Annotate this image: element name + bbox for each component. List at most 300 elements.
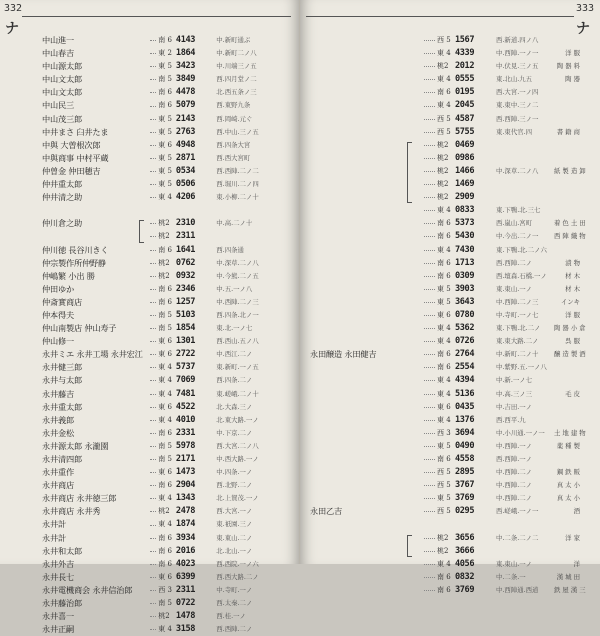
entry-address: 中.高.三ノ三 [496, 389, 533, 398]
exchange: 西 5 [437, 114, 451, 123]
leader-dots [424, 407, 435, 408]
phone-number: 1713 [455, 257, 475, 268]
directory-entry [42, 34, 293, 47]
phone-number: 0780 [455, 309, 475, 320]
entry-address: 中.下京.二ノ [216, 428, 253, 437]
exchange: 南 6 [437, 232, 451, 241]
leader-dots [424, 446, 435, 447]
entry-name: 仲川倉之助 [42, 218, 82, 229]
entry-address: 中.西陣.二ノ [496, 494, 533, 503]
entry-address: 西.太秦.二ノ [216, 599, 253, 608]
leader-dots [150, 289, 156, 290]
entry-address: 西.四条.北ノ一 [216, 310, 259, 319]
phone-number: 3694 [455, 427, 475, 438]
leader-dots [424, 564, 435, 565]
leader-dots [150, 511, 156, 512]
directory-entry [310, 165, 586, 178]
entry-occupation: 着 色 土 田 [554, 219, 586, 228]
exchange: 東 6 [158, 572, 172, 581]
entry-occupation: 土 地 建 物 [554, 428, 586, 437]
entry-name: 永井藤吉 [42, 388, 74, 399]
leader-dots [150, 53, 156, 54]
directory-entry [42, 427, 293, 440]
leader-dots [150, 119, 156, 120]
phone-number: 3769 [455, 584, 475, 595]
leader-dots [150, 538, 156, 539]
leader-dots [150, 629, 156, 630]
phone-number: 1854 [175, 323, 196, 334]
directory-entry [310, 113, 580, 126]
directory-entry [310, 309, 580, 322]
entry-occupation: インキ [560, 297, 580, 306]
entry-address: 東.北.一ノ七 [216, 324, 253, 333]
leader-dots [150, 158, 156, 159]
exchange: 南 6 [437, 88, 451, 97]
exchange: 南 5 [158, 75, 172, 84]
phone-number: 2171 [175, 454, 196, 464]
phone-number: 1641 [175, 244, 196, 255]
entry-address: 中.小川通.一ノ一 [496, 428, 545, 437]
entry-address: 西.桂.一ノ [216, 612, 246, 621]
phone-number: 3423 [175, 61, 196, 72]
directory-list [310, 34, 586, 597]
entry-address: 西.大宮.一ノ [216, 507, 253, 516]
section-kana: ナ [5, 21, 19, 37]
directory-entry [310, 217, 586, 230]
entry-name: 永井源太郎 永瀧園 [42, 440, 109, 451]
leader-dots [424, 315, 435, 316]
entry-occupation: 醸 造 製 酒 [554, 350, 586, 359]
directory-entry [310, 374, 580, 387]
phone-number: 0833 [455, 205, 475, 216]
exchange: 南 6 [158, 36, 172, 44]
directory-entry [310, 584, 586, 597]
leader-dots [424, 171, 435, 172]
phone-number: 4206 [175, 192, 196, 203]
leader-dots [150, 66, 156, 67]
entry-name: 永井金松 [42, 427, 74, 438]
directory-entry [42, 152, 293, 165]
entry-address: 北.東大路.一ノ [216, 415, 259, 424]
directory-entry [310, 99, 580, 112]
exchange: 西 5 [437, 481, 451, 490]
leader-dots [150, 603, 156, 604]
leader-dots [150, 577, 156, 578]
phone-number: 1874 [175, 519, 196, 530]
directory-entry [42, 597, 293, 610]
directory-entry [310, 139, 580, 152]
entry-occupation: 呉 服 [565, 337, 580, 346]
exchange: 東 6 [158, 337, 172, 346]
directory-entry [42, 610, 293, 623]
entry-address: 中.西陣.二ノ三 [216, 297, 259, 306]
phone-number: 4339 [455, 48, 475, 59]
entry-occupation: 紙 製 造 卸 [554, 166, 586, 175]
exchange: 東 4 [437, 376, 451, 385]
directory-entry [310, 545, 580, 558]
phone-number: 1473 [175, 467, 196, 478]
entry-address: 西.西陣.三ノ一 [496, 114, 539, 123]
phone-number: 4010 [175, 414, 196, 425]
leader-dots [150, 40, 156, 41]
entry-address: 北.上賀茂.一ノ [216, 494, 259, 503]
phone-number: 0722 [175, 598, 196, 609]
directory-entry [310, 505, 580, 518]
entry-address: 東.下鴨.北.二ノ [496, 324, 541, 333]
exchange: 南 6 [158, 533, 172, 542]
leader-dots [424, 367, 435, 368]
entry-address: 中.吉田.一ノ [496, 402, 533, 411]
directory-entry [310, 532, 580, 545]
entry-address: 中.西陣.二ノ [496, 468, 533, 477]
leader-dots [424, 263, 435, 264]
entry-address: 西.四月堂ノ二 [216, 75, 257, 84]
entry-address: 東.下鴨.北.三七 [496, 206, 541, 215]
entry-address: 中.新.一ノ七 [496, 376, 533, 385]
entry-occupation: 洋 服 [565, 49, 580, 58]
leader-dots [424, 577, 435, 578]
exchange: 南 6 [158, 88, 172, 97]
exchange: 東 4 [158, 193, 172, 202]
entry-name: 永井藤治郎 [42, 598, 82, 609]
entry-name: 永井外吉 [42, 558, 74, 569]
leader-dots [424, 53, 435, 54]
entry-address: 西.西陣.一ノ [496, 455, 533, 463]
leader-dots [424, 511, 435, 512]
exchange: 東 4 [437, 206, 451, 215]
directory-entry [310, 34, 580, 47]
directory-entry [42, 505, 293, 518]
entry-name: 仲嶋繁 小出 勝 [42, 270, 95, 281]
entry-address: 西.西平.九 [496, 415, 526, 424]
directory-entry [310, 178, 580, 191]
exchange: 桃2 [437, 180, 449, 189]
exchange: 東 4 [158, 376, 172, 385]
exchange: 南 5 [158, 441, 172, 450]
entry-address: 西.西陣.二ノ二 [216, 166, 259, 175]
leader-dots [424, 498, 435, 499]
directory-entry [310, 191, 580, 204]
entry-name: 仲斎實商店 [42, 296, 82, 307]
exchange: 南 6 [158, 546, 172, 555]
page-number: 332 [4, 3, 23, 14]
exchange: 南 5 [158, 310, 172, 319]
phone-number: 6399 [175, 571, 196, 582]
phone-number: 0932 [175, 270, 196, 281]
exchange: 東 4 [437, 101, 451, 110]
leader-dots [150, 236, 156, 237]
leader-dots [150, 145, 156, 146]
exchange: 南 6 [437, 271, 451, 280]
leader-dots [424, 551, 435, 552]
directory-entry [42, 139, 293, 152]
entry-name: 永井重太郎 [42, 401, 82, 412]
leader-dots [150, 263, 156, 264]
leader-dots [150, 315, 156, 316]
exchange: 南 6 [437, 585, 451, 594]
entry-occupation: 材 木 [565, 271, 580, 280]
exchange: 南 6 [437, 363, 451, 372]
entry-address: 中.寺町.一ノ七 [496, 310, 539, 319]
phone-number: 1376 [455, 414, 475, 425]
exchange: 西 5 [437, 507, 451, 516]
exchange: 東 5 [158, 180, 172, 189]
exchange: 東 4 [437, 75, 451, 84]
entry-name: 永井商店 永井秀 [42, 506, 101, 517]
exchange: 東 4 [158, 389, 172, 398]
entry-address: 中.高.二ノ十 [216, 219, 253, 228]
exchange: 西 5 [437, 36, 451, 44]
leader-dots [424, 184, 435, 185]
phone-number: 1864 [175, 48, 196, 59]
exchange: 東 6 [437, 402, 451, 411]
phone-number: 2722 [175, 349, 196, 360]
directory-entry [42, 479, 293, 492]
entry-address: 中.深草.二ノ八 [496, 166, 539, 175]
entry-address: 東.東山.一ノ [496, 284, 533, 293]
exchange: 東 4 [158, 494, 172, 503]
entry-address: 西.西大路.二ノ [216, 572, 259, 581]
entry-address: 中.紫野.五.一ノ八 [496, 363, 547, 372]
entry-name: 永田醸造 永田健吉 [310, 349, 377, 360]
entry-name: 仲宗製作所仲野静 [42, 257, 106, 268]
entry-address: 中.川端三ノ五 [216, 62, 257, 71]
directory-entry [42, 322, 293, 335]
header-rule [306, 16, 574, 17]
directory-entry [310, 427, 586, 440]
directory-entry [310, 453, 580, 466]
entry-occupation: 陶 器 [565, 75, 580, 84]
entry-address: 中.新町.二ノ十 [496, 350, 539, 359]
entry-name: 永井喜一 [42, 611, 74, 622]
exchange: 桃2 [158, 612, 170, 621]
entry-name: 永井長七 [42, 571, 74, 582]
directory-entry [310, 492, 580, 505]
phone-number: 3849 [175, 74, 196, 85]
entry-address: 中.西大路.一ノ [216, 455, 259, 463]
leader-dots [424, 472, 435, 473]
leader-dots [150, 420, 156, 421]
phone-number: 4587 [455, 113, 475, 124]
phone-number: 1257 [175, 296, 196, 307]
leader-dots [150, 106, 156, 107]
exchange: 東 5 [158, 114, 172, 123]
entry-name: 仲本得夫 [42, 309, 74, 320]
exchange: 西 5 [437, 468, 451, 477]
phone-number: 2310 [175, 218, 196, 229]
phone-number: 2871 [175, 152, 196, 163]
leader-dots [424, 223, 435, 224]
entry-address: 西.西院.一ノ六 [216, 559, 259, 568]
phone-number: 2311 [175, 584, 196, 595]
leader-dots [424, 79, 435, 80]
entry-name: 中山春吉 [42, 48, 74, 59]
entry-address: 西.西陣.二ノ [216, 625, 253, 634]
phone-number: 2895 [455, 467, 475, 478]
directory-list [42, 34, 293, 636]
exchange: 東 5 [158, 166, 172, 175]
leader-dots [150, 525, 156, 526]
exchange: 桃2 [158, 507, 170, 516]
entry-address: 東.祇園.三ノ [216, 520, 253, 529]
leader-dots [424, 354, 435, 355]
entry-occupation: 薬 種 製 [556, 441, 580, 450]
directory-entry [42, 623, 293, 636]
leader-dots [150, 433, 156, 434]
entry-address: 中.西陣.二ノ [496, 481, 533, 490]
exchange: 桃2 [158, 219, 170, 228]
phone-number: 2012 [455, 61, 475, 72]
entry-address: 東.嵯峨.二ノ十 [216, 389, 259, 398]
leader-dots [424, 210, 435, 211]
directory-entry [42, 361, 293, 374]
exchange: 東 4 [437, 324, 451, 333]
entry-name: 永井商店 永井徳三郎 [42, 493, 117, 504]
directory-entry [42, 204, 293, 217]
entry-address: 東.新町.一ノ五 [216, 363, 259, 372]
phone-number: 5978 [175, 440, 196, 451]
entry-address: 西.東野九条 [216, 101, 251, 110]
phone-number: 0469 [455, 139, 475, 150]
phone-number: 1478 [175, 611, 196, 622]
entry-name: 中山文太郎 [42, 74, 82, 85]
entry-name: 中山源太郎 [42, 61, 82, 72]
leader-dots [424, 119, 435, 120]
directory-entry [310, 322, 586, 335]
entry-address: 東.東山.二ノ [216, 533, 253, 542]
entry-address: 中.新町二ノ八 [216, 49, 257, 58]
exchange: 南 6 [158, 297, 172, 306]
exchange: 東 4 [437, 337, 451, 346]
leader-dots [150, 498, 156, 499]
entry-address: 中.四条.一ノ [216, 468, 253, 477]
phone-number: 5755 [455, 126, 475, 137]
directory-entry [42, 113, 293, 126]
left-page [0, 0, 300, 635]
leader-dots [424, 538, 435, 539]
exchange: 南 5 [158, 455, 172, 463]
entry-address: 西.西山.五ノ八 [216, 337, 259, 346]
entry-occupation: 西 陣 織 物 [554, 232, 586, 241]
entry-address: 中.五.一ノ八 [216, 284, 253, 293]
leader-dots [150, 551, 156, 552]
phone-number: 2904 [175, 480, 196, 491]
entry-name: 中山茂三郎 [42, 113, 82, 124]
entry-name: 中山民三 [42, 100, 74, 111]
directory-entry [42, 401, 293, 414]
directory-entry [42, 47, 293, 60]
entry-address: 西.西大宮町 [216, 153, 251, 162]
leader-dots [150, 485, 156, 486]
phone-number: 0726 [455, 336, 475, 347]
entry-occupation: 陶 器 料 [556, 62, 580, 71]
entry-address: 東.下鴨.北.二ノ六 [496, 245, 547, 254]
exchange: 南 6 [158, 284, 172, 293]
phone-number: 1301 [175, 336, 196, 347]
leader-dots [150, 171, 156, 172]
directory-entry [42, 230, 293, 243]
phone-number: 5136 [455, 388, 475, 399]
exchange: 西 3 [158, 585, 172, 594]
entry-name: 永井商店 [42, 480, 74, 491]
entry-address: 中.新町通ぶ [216, 36, 251, 44]
leader-dots [424, 250, 435, 251]
exchange: 東 2 [158, 49, 172, 58]
entry-address: 中.今熊.二ノ五 [216, 271, 259, 280]
entry-address: 中.西陣.一ノ [496, 441, 533, 450]
directory-entry [42, 283, 293, 296]
phone-number: 2311 [175, 231, 196, 242]
entry-occupation: 酒 [573, 507, 580, 516]
entry-address: 中.寺町.一ノ [216, 585, 253, 594]
phone-number: 0295 [455, 506, 475, 517]
phone-number: 7430 [455, 244, 475, 255]
entry-address: 西.大宮.二ノ八 [216, 441, 259, 450]
leader-dots [424, 197, 435, 198]
entry-name: 永井重作 [42, 467, 74, 478]
directory-entry [42, 257, 293, 270]
phone-number: 4023 [175, 558, 196, 569]
exchange: 東 5 [437, 297, 451, 306]
phone-number: 0490 [455, 440, 475, 451]
entry-address: 中.深草.二ノ八 [216, 258, 259, 267]
phone-number: 5737 [175, 362, 196, 373]
entry-address: 西.堀川.二ノ四 [216, 180, 259, 189]
phone-number: 0195 [455, 87, 475, 98]
exchange: 東 4 [158, 363, 172, 372]
leader-dots [424, 433, 435, 434]
directory-entry [42, 270, 293, 283]
directory-entry [42, 584, 293, 597]
leader-dots [150, 367, 156, 368]
phone-number: 0435 [455, 401, 475, 412]
directory-entry [310, 558, 580, 571]
exchange: 東 4 [437, 415, 451, 424]
entry-address: 北.大森.三ノ [216, 402, 253, 411]
directory-entry [42, 545, 293, 558]
exchange: 南 6 [437, 572, 451, 581]
directory-entry [310, 518, 580, 531]
entry-name: 中井まさ 臼井たま [42, 126, 109, 137]
phone-number: 3656 [455, 532, 475, 543]
exchange: 南 6 [158, 481, 172, 490]
entry-address: 西.大宮.一ノ四 [496, 88, 539, 97]
entry-address: 西.中山.三ノ五 [216, 127, 259, 136]
exchange: 桃2 [437, 153, 449, 162]
leader-dots [150, 472, 156, 473]
directory-entry [310, 152, 580, 165]
directory-entry [310, 86, 580, 99]
leader-dots [424, 106, 435, 107]
directory-entry [310, 204, 580, 217]
exchange: 東 6 [158, 140, 172, 149]
entry-name: 中山進一 [42, 35, 74, 45]
entry-name: 中與商事 中村平蔵 [42, 152, 109, 163]
phone-number: 2764 [455, 349, 475, 360]
leader-dots [150, 92, 156, 93]
directory-entry [42, 466, 293, 479]
entry-address: 中.西江.二ノ [216, 350, 253, 359]
entry-address: 東.北山.九五 [496, 75, 533, 84]
leader-dots [150, 341, 156, 342]
phone-number: 3934 [175, 532, 196, 543]
entry-occupation: 真 太 小 [556, 481, 580, 490]
leader-dots [150, 407, 156, 408]
leader-dots [150, 276, 156, 277]
exchange: 東 4 [437, 559, 451, 568]
phone-number: 2763 [175, 126, 196, 137]
directory-entry [310, 73, 580, 86]
